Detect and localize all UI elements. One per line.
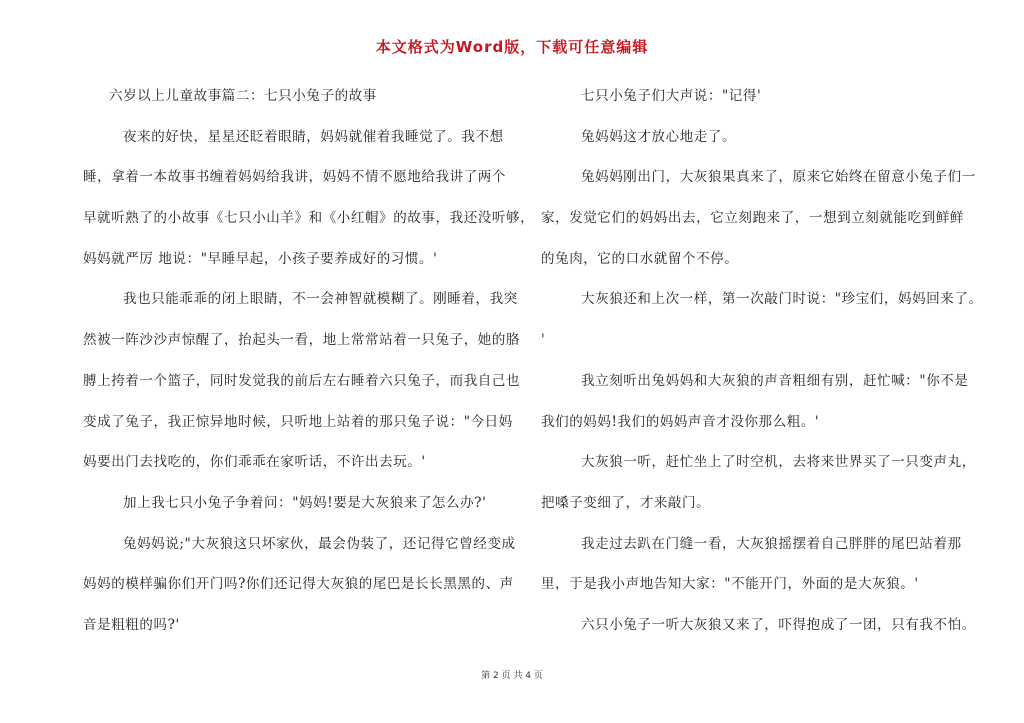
text-line: 夜来的好快，星星还眨着眼睛，妈妈就催着我睡觉了。我不想 [123,128,504,145]
text-line: 七只小兔子们大声说："记得' [581,88,762,104]
text-line: 加上我七只小兔子争着问："妈妈!要是大灰狼来了怎么办?' [123,494,487,511]
text-line: 把嗓子变细了，才来敲门。 [541,494,711,511]
text-line: 变成了兔子，我正惊异地时候，只听地上站着的那只兔子说："今日妈 [83,413,513,430]
text-line: 妈妈的模样骗你们开门吗?你们还记得大灰狼的尾巴是长长黑黑的、声 [83,576,514,593]
text-line: 睡，拿着一本故事书缠着妈妈给我讲，妈妈不情不愿地给我讲了两个 [83,169,506,186]
text-line: 妈要出门去找吃的，你们乖乖在家听话，不许出去玩。' [83,454,426,471]
text-line: 的兔肉，它的口水就留个不停。 [541,250,739,267]
text-line: 我走过去趴在门缝一看，大灰狼摇摆着自己胖胖的尾巴站着那 [581,535,962,552]
text-line: 我们的妈妈!我们的妈妈声音才没你那么粗。' [541,413,820,430]
right-column [541,76,983,646]
text-line: 妈妈就严厉 地说："早睡早起，小孩子要养成好的习惯。' [83,250,438,267]
text-line: 膊上挎着一个篮子，同时发觉我的前后左右睡着六只兔子，而我自己也 [83,372,521,389]
text-line: 兔妈妈刚出门，大灰狼果真来了，原来它始终在留意小兔子们一 [581,169,976,186]
text-line: 大灰狼一听，赶忙坐上了时空机，去将来世界买了一只变声丸， [581,454,976,471]
text-line: 音是粗粗的吗?' [83,616,180,633]
text-line: 六只小兔子一听大灰狼又来了，吓得抱成了一团，只有我不怕。 [581,616,976,633]
text-line: 兔妈妈说;"大灰狼这只坏家伙，最会伪装了，还记得它曾经变成 [123,535,516,552]
text-line: ' [541,332,546,349]
text-line: 大灰狼还和上次一样，第一次敲门时说："珍宝们，妈妈回来了。 [581,291,983,308]
page-number: 第 2 页 共 4 页 [481,671,543,681]
left-column [83,76,535,646]
text-line: 兔妈妈这才放心地走了。 [581,128,737,145]
text-line: 我立刻听出兔妈妈和大灰狼的声音粗细有别，赶忙喊："你不是 [581,372,969,389]
text-line: 里，于是我小声地告知大家："不能开门，外面的是大灰狼。' [541,576,919,593]
text-line: 早就听熟了的小故事《七只小山羊》和《小红帽》的故事，我还没听够， [83,210,535,227]
text-line: 家，发觉它们的妈妈出去，它立刻跑来了，一想到立刻就能吃到鲜鲜 [541,210,964,227]
text-line: 我也只能乖乖的闭上眼睛，不一会神智就模糊了。刚睡着，我突 [123,291,518,308]
text-line: 六岁以上儿童故事篇二：七只小兔子的故事 [109,88,377,104]
document-banner: 本文格式为Word版，下载可任意编辑 [375,38,649,56]
text-line: 然被一阵沙沙声惊醒了，抬起头一看，地上常常站着一只兔子，她的胳 [83,332,521,349]
